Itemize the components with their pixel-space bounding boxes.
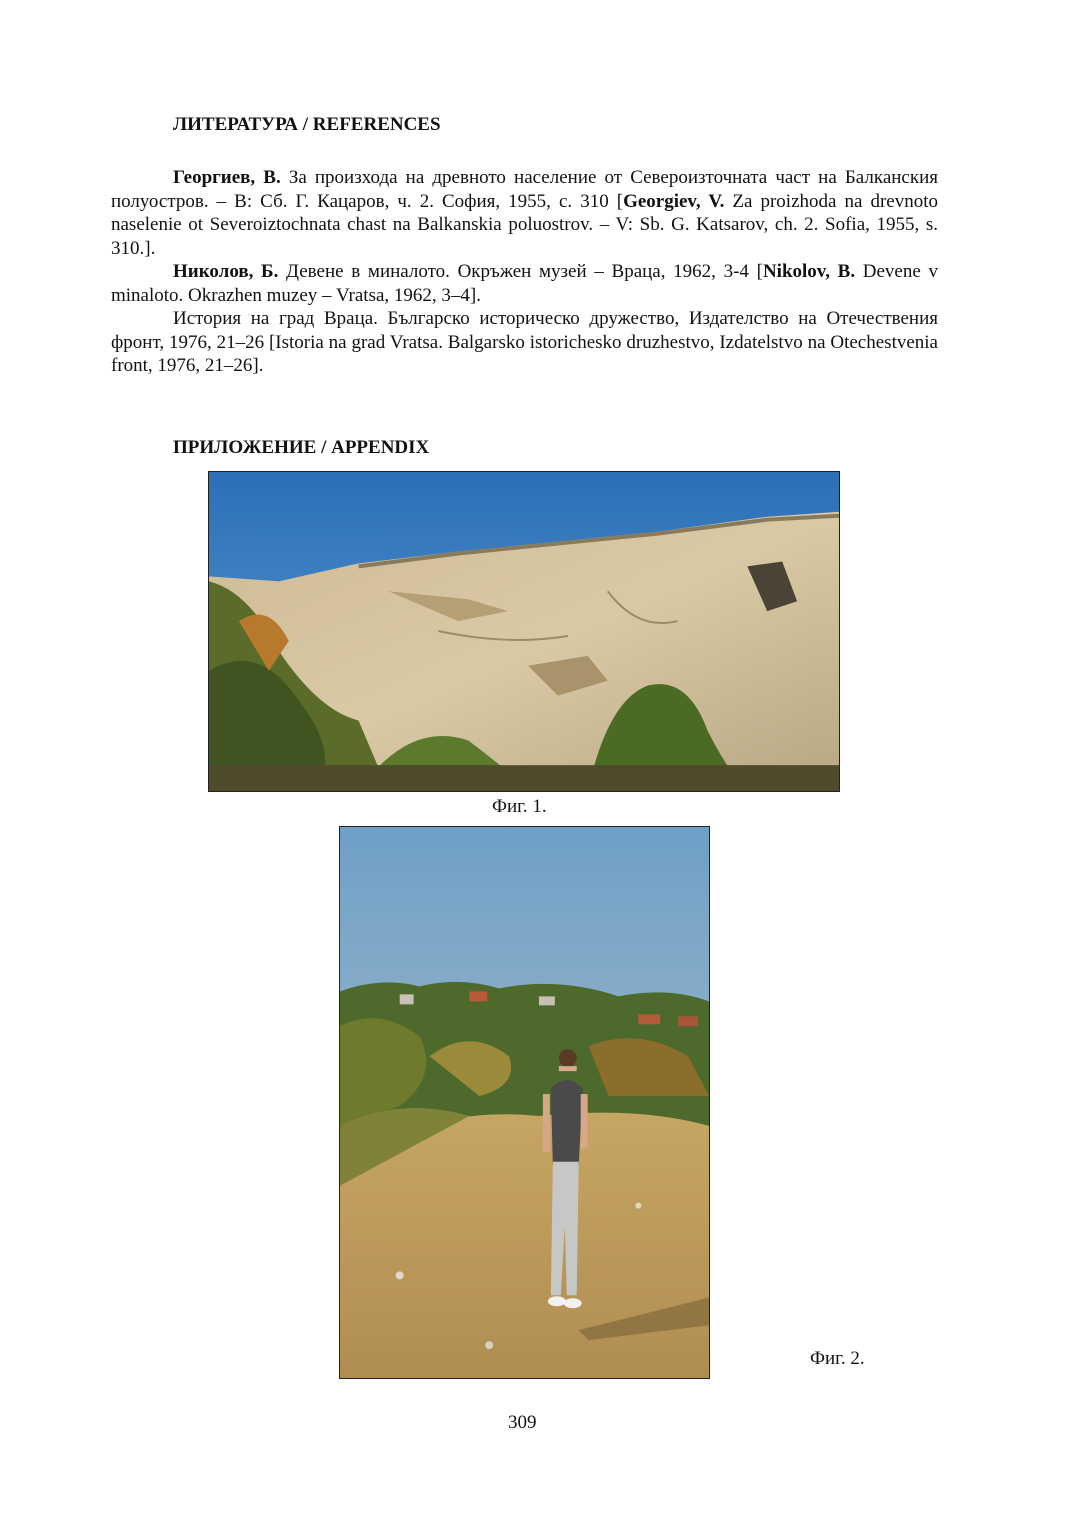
references-heading: ЛИТЕРАТУРА / REFERENCES — [173, 114, 441, 135]
reference-author-translit: Georgiev, V. — [623, 190, 725, 212]
figure-1-caption: Фиг. 1. — [492, 796, 547, 817]
figure-1-photo — [208, 471, 840, 792]
reference-author-translit: Nikolov, B. — [762, 261, 856, 282]
figure-2-photo — [339, 826, 710, 1379]
references-list — [111, 166, 938, 378]
reference-text: За произхода на древното население от Североизточната част на Балканския полуостров. – В: Сб. Г. Кацаров, ч. 2. София, 1955, с. 310 [ — [111, 167, 938, 212]
reference-item — [111, 260, 938, 307]
reference-text: История на град Враца. Българско историческо дружество, Издателство на Отечествения фронт, 1976, 21–26 [Istoria na grad Vratsa. Balgarsko istorichesko druzhestvo, Izdatelstvo na Otechestvenia front, 1976, 21–26]. — [111, 308, 938, 376]
reference-text-translit: Za proizhoda na drevnoto naselenie ot Severoiztochnata chast na Balkanskia poluostrov. – V: Sb. G. Katsarov, ch. 2. Sofia, 1955, s. 310.]. — [111, 190, 938, 259]
reference-item — [111, 307, 938, 378]
appendix-heading: ПРИЛОЖЕНИЕ / APPENDIX — [173, 437, 430, 458]
reference-author: Николов, Б. — [173, 261, 279, 282]
reference-author: Георгиев, В. — [173, 167, 281, 188]
reference-text-translit: Devene v minaloto. Okrazhen muzey – Vratsa, 1962, 3–4]. — [111, 261, 938, 306]
page-number: 309 — [508, 1412, 537, 1433]
reference-item — [111, 166, 938, 260]
figure-2-caption: Фиг. 2. — [810, 1348, 865, 1369]
reference-text: Девене в миналото. Окръжен музей – Враца, 1962, 3-4 [ — [278, 261, 763, 282]
